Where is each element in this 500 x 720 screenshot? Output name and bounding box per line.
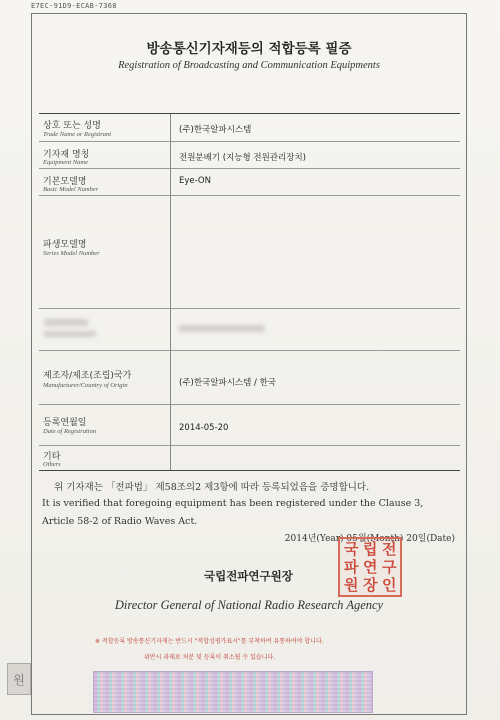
document-code: E7EC-91D9-ECAB-7368: [31, 2, 117, 10]
table-row-others: [39, 446, 460, 471]
table-row-manufacturer: [39, 351, 460, 405]
seal-char: 파: [344, 558, 359, 576]
table-row-series-model: [39, 196, 460, 309]
statement-english-line2: Article 58-2 of Radio Waves Act.: [42, 516, 198, 527]
label-english: Series Model Number: [43, 250, 100, 257]
notice-line1: ※ 적합등록 방송통신기자재는 반드시 "적합성평가표시"를 부착하여 유통하여야 합니다.: [95, 638, 324, 645]
label-english: Trade Name or Registrant: [43, 131, 112, 138]
statement-korean: 위 기자재는 「전파법」 제58조의2 제3항에 따라 등록되었음을 증명합니다.: [54, 482, 370, 493]
table-row-equipment-name: [39, 142, 460, 169]
value-equipment-name: 전원분배기 (지능형 전원관리장치): [179, 153, 306, 163]
label-korean: 기타: [43, 452, 61, 462]
table-row-trade-name: [39, 114, 460, 142]
label-english: Equipment Name: [43, 159, 88, 166]
table-row-basic-model: [39, 169, 460, 196]
label-english: Date of Registration: [43, 428, 97, 435]
label-english: Basic Model Number: [43, 186, 99, 193]
table-row-registration-date: [39, 405, 460, 446]
seal-char: 원: [344, 576, 359, 594]
registration-table: [39, 113, 460, 471]
label-english: Others: [43, 461, 61, 468]
table-row-redacted: [39, 309, 460, 351]
label-korean: 기본모델명: [43, 177, 87, 187]
certificate-frame: [31, 13, 467, 715]
value-registration-date: 2014-05-20: [179, 423, 229, 433]
value-basic-model: Eye-ON: [179, 176, 211, 186]
stamp-box: [7, 663, 31, 695]
statement-english-line1: It is verified that foregoing equipment has been registered under the Clause 3,: [42, 498, 424, 509]
redacted-value: [179, 325, 265, 332]
label-korean: 파생모델명: [43, 240, 87, 250]
label-korean: 등록연월일: [43, 418, 87, 428]
issuer-korean: 국립전파연구원장: [204, 569, 293, 583]
issuer-english: Director General of National Radio Research Agency: [114, 598, 384, 612]
redacted-label-english: [44, 331, 96, 337]
seal-char: 구: [382, 558, 397, 576]
title-english: Registration of Broadcasting and Communication Equipments: [118, 60, 380, 71]
label-english: Manufacturer/Country of Origin: [43, 382, 128, 389]
title-korean: 방송통신기자재등의 적합등록 필증: [146, 41, 352, 57]
seal-char: 장: [363, 576, 378, 594]
redacted-label: [44, 319, 88, 326]
seal-char: 립: [363, 540, 378, 558]
label-korean: 기자재 명칭: [43, 150, 90, 160]
seal-char: 연: [363, 558, 378, 576]
label-korean: 상호 또는 성명: [43, 121, 101, 131]
value-trade-name: (주)한국알파시스템: [179, 125, 252, 135]
notice-line2: 위반시 과태료 처분 및 등록이 취소될 수 있습니다.: [144, 654, 276, 661]
value-manufacturer: (주)한국알파시스템 / 한국: [179, 378, 277, 388]
label-korean: 제조자/제조(조립)국가: [43, 371, 132, 381]
official-seal: [338, 537, 402, 597]
stamp-char: 원: [13, 672, 25, 687]
seal-char: 국: [344, 540, 359, 558]
issue-date: 2014년(Year) 05월(Month) 20일(Date): [284, 534, 455, 544]
seal-char: 인: [382, 576, 397, 594]
security-hologram-strip: [93, 671, 373, 713]
seal-char: 전: [382, 540, 397, 558]
